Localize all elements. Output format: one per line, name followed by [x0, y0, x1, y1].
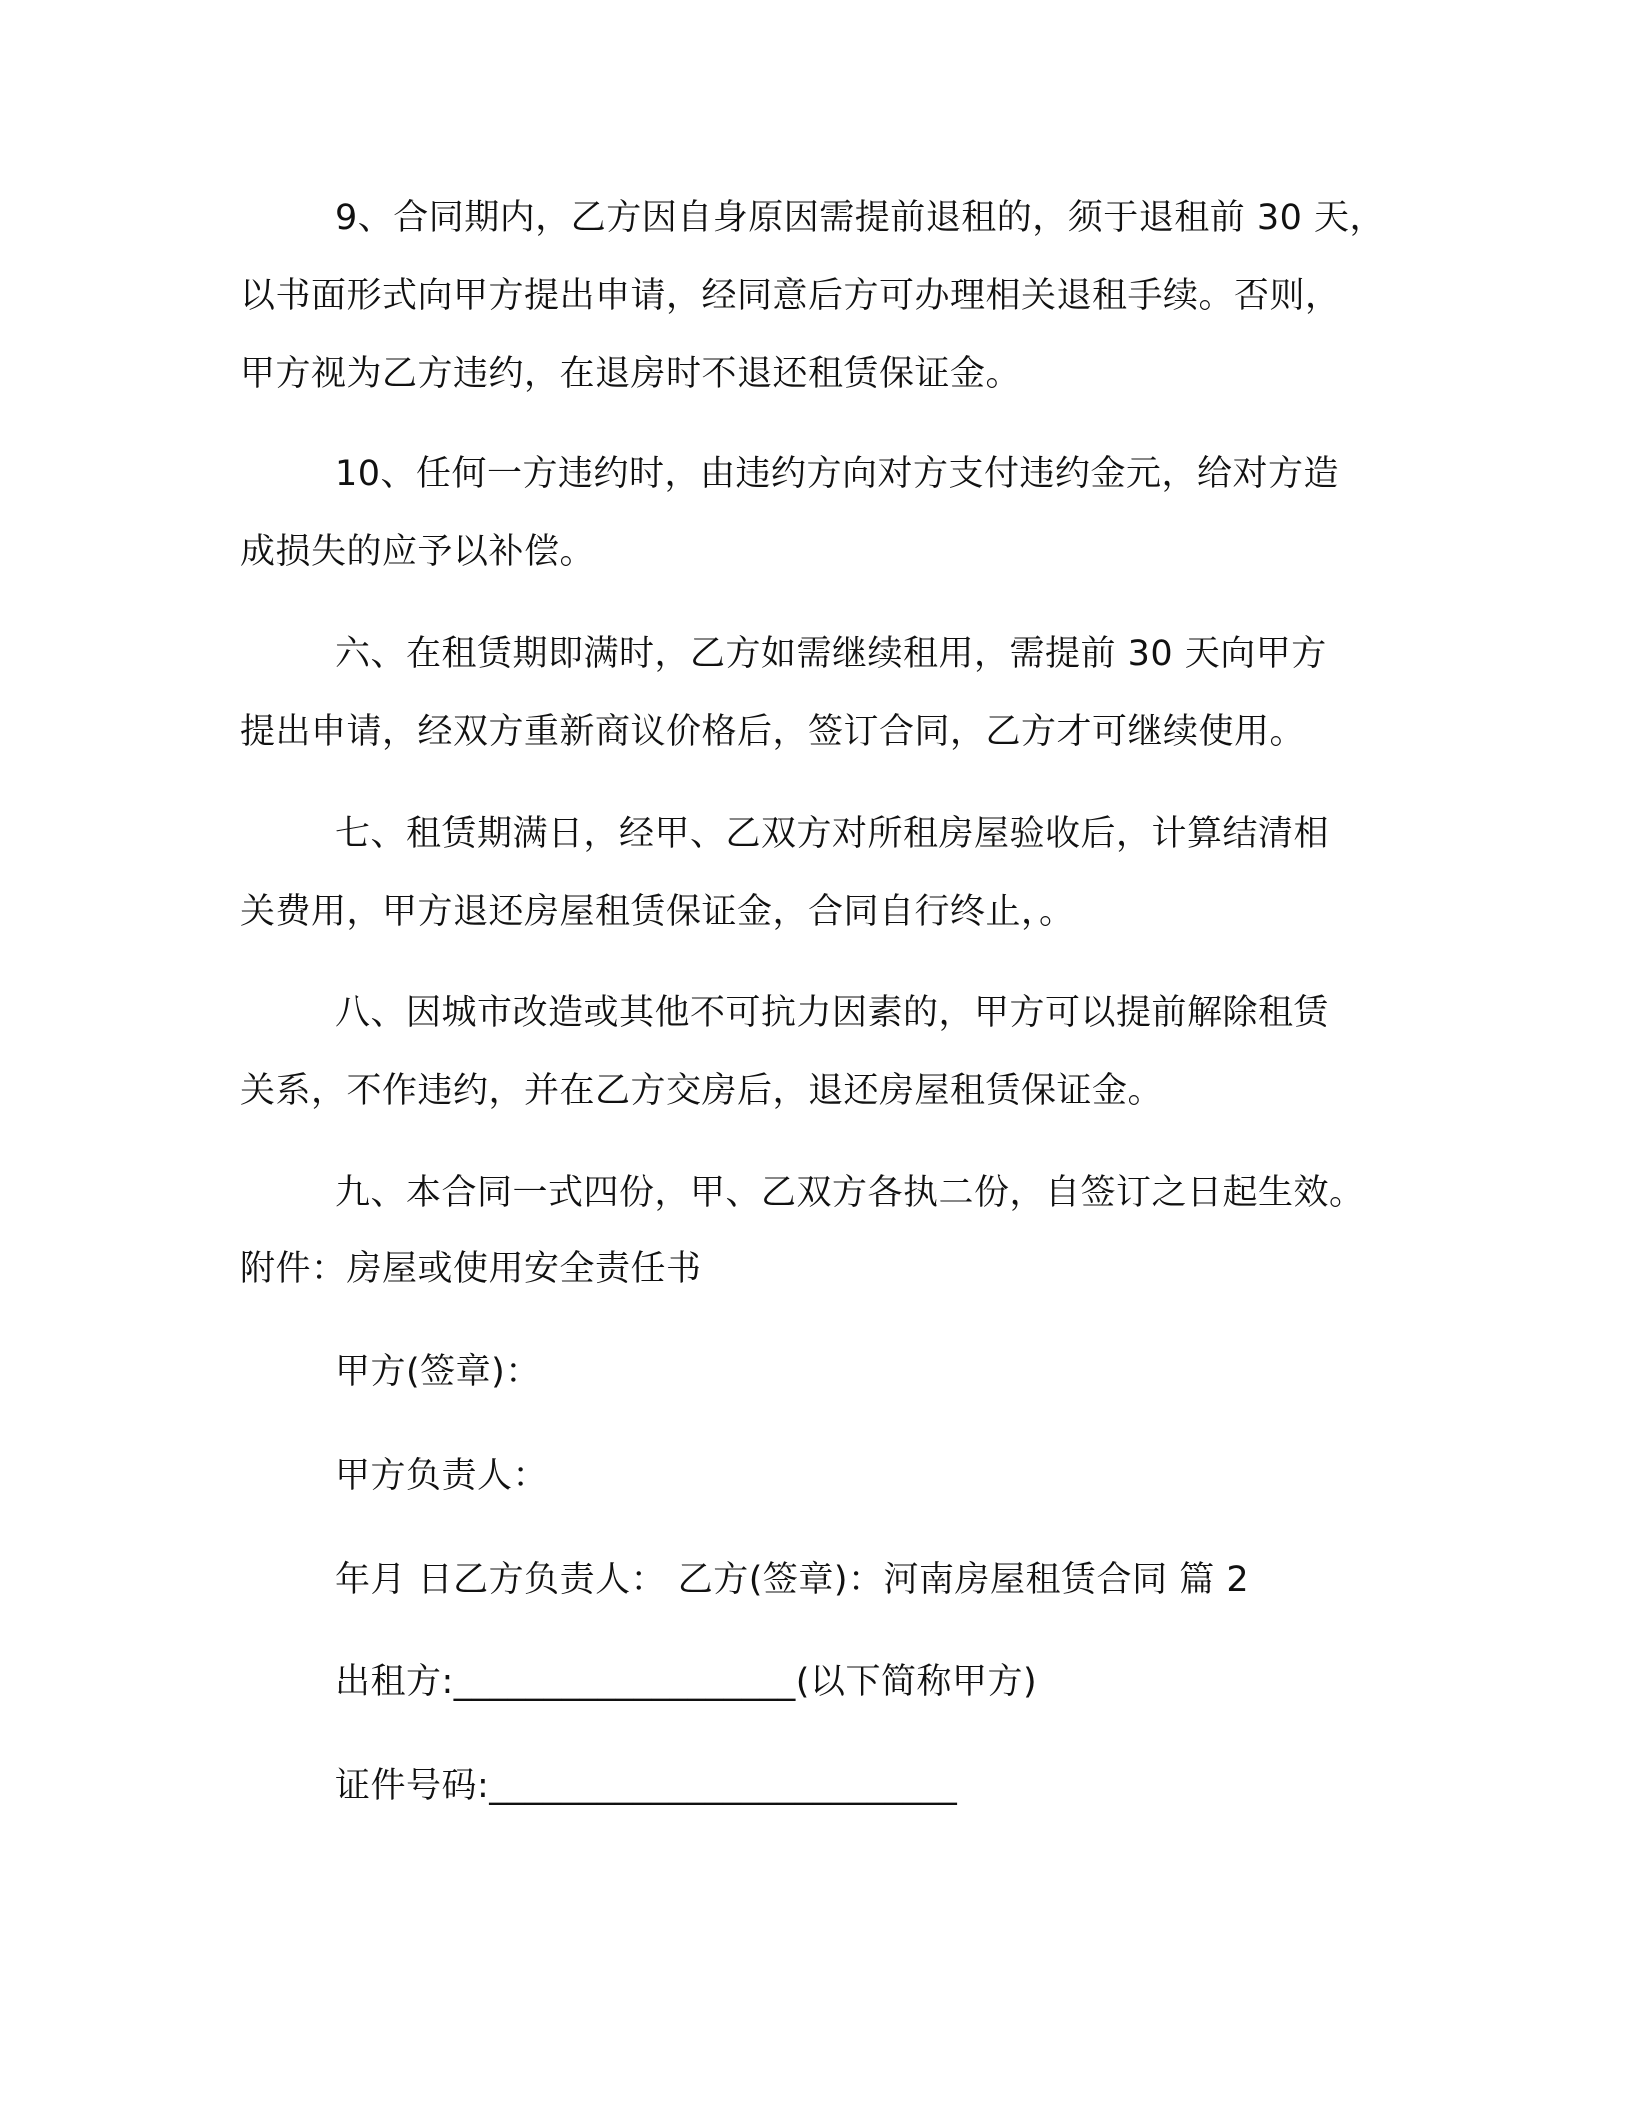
clause-9-line-1: 9、合同期内，乙方因自身原因需提前退租的，须于退租前 30 天， [335, 198, 1386, 238]
clause-10-line-2: 成损失的应予以补偿。 [240, 532, 596, 572]
attachment-line: 附件：房屋或使用安全责任书 [240, 1249, 702, 1289]
party-a-seal: 甲方(签章)： [335, 1352, 541, 1392]
clause-six-line-1: 六、在租赁期即满时，乙方如需继续租用，需提前 30 天向甲方 [335, 634, 1327, 674]
party-a-person: 甲方负责人： [335, 1456, 549, 1496]
clause-9-line-2: 以书面形式向甲方提出申请，经同意后方可办理相关退租手续。否则， [240, 276, 1341, 316]
date-and-party-b-line: 年月 日乙方负责人： 乙方(签章)：河南房屋租赁合同 篇 2 [335, 1560, 1250, 1600]
clause-seven-line-2: 关费用，甲方退还房屋租赁保证金，合同自行终止，。 [240, 892, 1075, 932]
clause-10-line-1: 10、任何一方违约时，由违约方向对方支付违约金元，给对方造 [335, 454, 1340, 494]
clause-eight-line-2: 关系，不作违约，并在乙方交房后，退还房屋租赁保证金。 [240, 1071, 1164, 1111]
clause-9-line-3: 甲方视为乙方违约，在退房时不退还租赁保证金。 [240, 354, 1022, 394]
clause-nine-line: 九、本合同一式四份，甲、乙双方各执二份，自签订之日起生效。 [335, 1173, 1365, 1213]
clause-six-line-2: 提出申请，经双方重新商议价格后，签订合同，乙方才可继续使用。 [240, 712, 1306, 752]
lessor-line: 出租方:___________________(以下简称甲方) [335, 1662, 1038, 1702]
clause-eight-line-1: 八、因城市改造或其他不可抗力因素的，甲方可以提前解除租赁 [335, 993, 1330, 1033]
clause-seven-line-1: 七、租赁期满日，经甲、乙双方对所租房屋验收后，计算结清相 [335, 814, 1330, 854]
id-number-line: 证件号码:__________________________ [335, 1766, 958, 1806]
